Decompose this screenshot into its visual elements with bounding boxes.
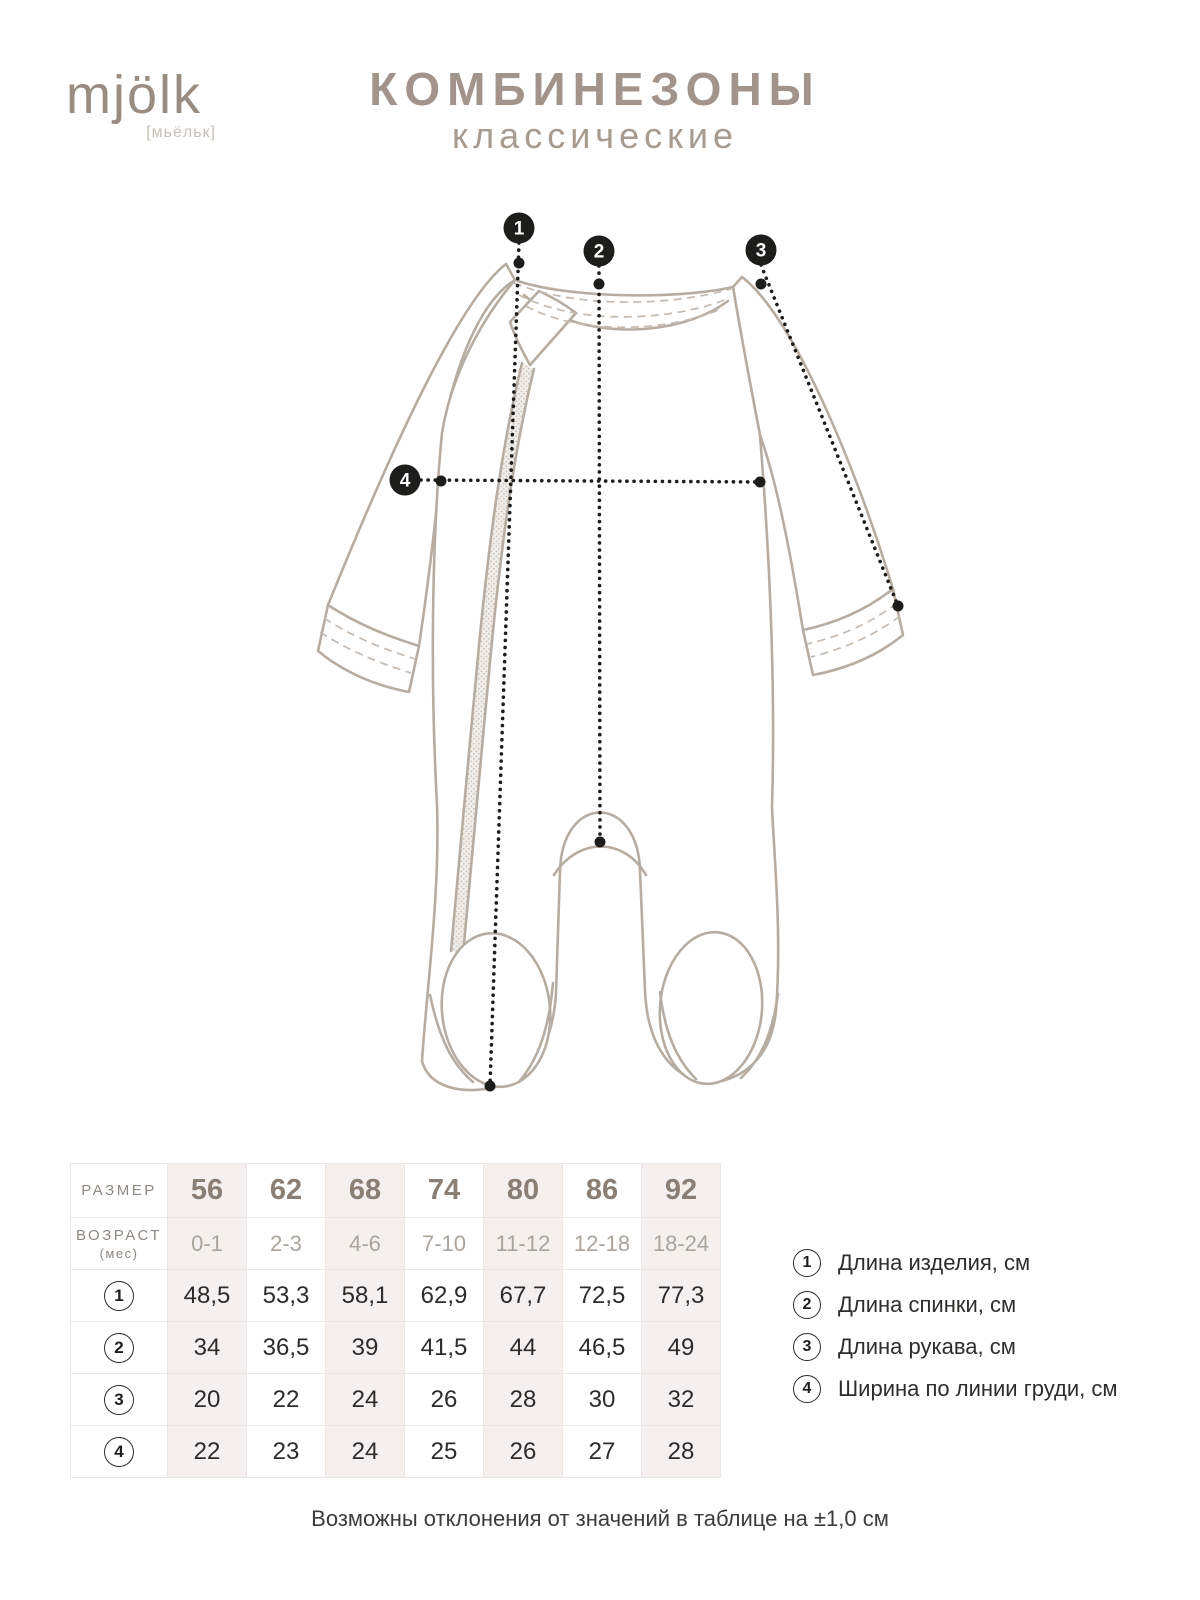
brand-logo-transcription: [мьёльк] <box>146 124 216 141</box>
measure-value: 23 <box>247 1426 326 1478</box>
legend-item-1 <box>793 1249 1117 1277</box>
measure-row-2 <box>71 1322 721 1374</box>
size-value: 74 <box>405 1164 484 1218</box>
legend-number-badge: 4 <box>793 1375 821 1403</box>
row-number-badge: 1 <box>104 1281 134 1311</box>
measure-value: 27 <box>563 1426 642 1478</box>
measure-value: 48,5 <box>168 1270 247 1322</box>
measure-value: 22 <box>168 1426 247 1478</box>
measure-value: 67,7 <box>484 1270 563 1322</box>
measure-value: 28 <box>642 1426 721 1478</box>
svg-text:2: 2 <box>593 241 605 263</box>
size-value: 68 <box>326 1164 405 1218</box>
age-value: 0-1 <box>168 1218 247 1270</box>
measure-value: 26 <box>405 1374 484 1426</box>
legend-item-4 <box>793 1375 1117 1403</box>
size-header-row <box>71 1164 721 1218</box>
age-label-unit: (мес) <box>99 1245 139 1261</box>
measure-badge-4 <box>390 465 421 496</box>
measure-value: 36,5 <box>247 1322 326 1374</box>
age-value: 7-10 <box>405 1218 484 1270</box>
measure-value: 30 <box>563 1374 642 1426</box>
measure-badge-3 <box>746 235 777 266</box>
measure-value: 20 <box>168 1374 247 1426</box>
legend-number-badge: 2 <box>793 1291 821 1319</box>
row-number-badge: 3 <box>104 1385 134 1415</box>
age-label: ВОЗРАСТ <box>76 1226 162 1244</box>
measure-badge-1 <box>504 213 535 244</box>
measure-value: 25 <box>405 1426 484 1478</box>
measure-legend <box>793 1249 1117 1403</box>
measure-badge-2 <box>584 236 615 267</box>
age-value: 12-18 <box>563 1218 642 1270</box>
measure-value: 32 <box>642 1374 721 1426</box>
age-value: 2-3 <box>247 1218 326 1270</box>
size-table <box>70 1163 721 1478</box>
size-value: 86 <box>563 1164 642 1218</box>
age-value: 18-24 <box>642 1218 721 1270</box>
measure-value: 46,5 <box>563 1322 642 1374</box>
svg-text:4: 4 <box>399 470 411 492</box>
romper-outline <box>318 264 903 1092</box>
measure-value: 41,5 <box>405 1322 484 1374</box>
measure-row-4 <box>71 1426 721 1478</box>
page-title: КОМБИНЕЗОНЫ <box>369 63 821 115</box>
age-value: 11-12 <box>484 1218 563 1270</box>
legend-label: Ширина по линии груди, см <box>838 1376 1118 1401</box>
row-number-badge: 2 <box>104 1333 134 1363</box>
legend-number-badge: 1 <box>793 1249 821 1277</box>
measure-value: 24 <box>326 1374 405 1426</box>
measure-row-1 <box>71 1270 721 1322</box>
row-number-badge: 4 <box>104 1437 134 1467</box>
measure-value: 53,3 <box>247 1270 326 1322</box>
size-value: 80 <box>484 1164 563 1218</box>
legend-label: Длина рукава, см <box>838 1334 1016 1359</box>
measure-value: 22 <box>247 1374 326 1426</box>
size-value: 62 <box>247 1164 326 1218</box>
page-header <box>0 64 1190 156</box>
legend-item-3 <box>793 1333 1117 1361</box>
measure-value: 77,3 <box>642 1270 721 1322</box>
measure-value: 72,5 <box>563 1270 642 1322</box>
measure-value: 39 <box>326 1322 405 1374</box>
crotch-gusset-seam <box>554 847 646 876</box>
measure-value: 24 <box>326 1426 405 1478</box>
measure-row-3 <box>71 1374 721 1426</box>
garment-diagram <box>290 195 930 1115</box>
tolerance-note: Возможны отклонения от значений в таблице на ±1,0 см <box>311 1506 889 1531</box>
svg-text:3: 3 <box>755 240 767 262</box>
measure-value: 26 <box>484 1426 563 1478</box>
measure-value: 44 <box>484 1322 563 1374</box>
measure-value: 58,1 <box>326 1270 405 1322</box>
age-row <box>71 1218 721 1270</box>
legend-label: Длина изделия, см <box>838 1250 1031 1275</box>
size-label: РАЗМЕР <box>81 1181 157 1199</box>
legend-item-2 <box>793 1291 1117 1319</box>
size-value: 92 <box>642 1164 721 1218</box>
measure-value: 49 <box>642 1322 721 1374</box>
legend-label: Длина спинки, см <box>838 1292 1017 1317</box>
age-value: 4-6 <box>326 1218 405 1270</box>
legend-number-badge: 3 <box>793 1333 821 1361</box>
brand-logo-text: mjölk <box>66 65 203 125</box>
size-value: 56 <box>168 1164 247 1218</box>
svg-text:1: 1 <box>513 218 525 240</box>
page-subtitle: классические <box>452 114 738 156</box>
measure-value: 62,9 <box>405 1270 484 1322</box>
measure-value: 28 <box>484 1374 563 1426</box>
measure-value: 34 <box>168 1322 247 1374</box>
